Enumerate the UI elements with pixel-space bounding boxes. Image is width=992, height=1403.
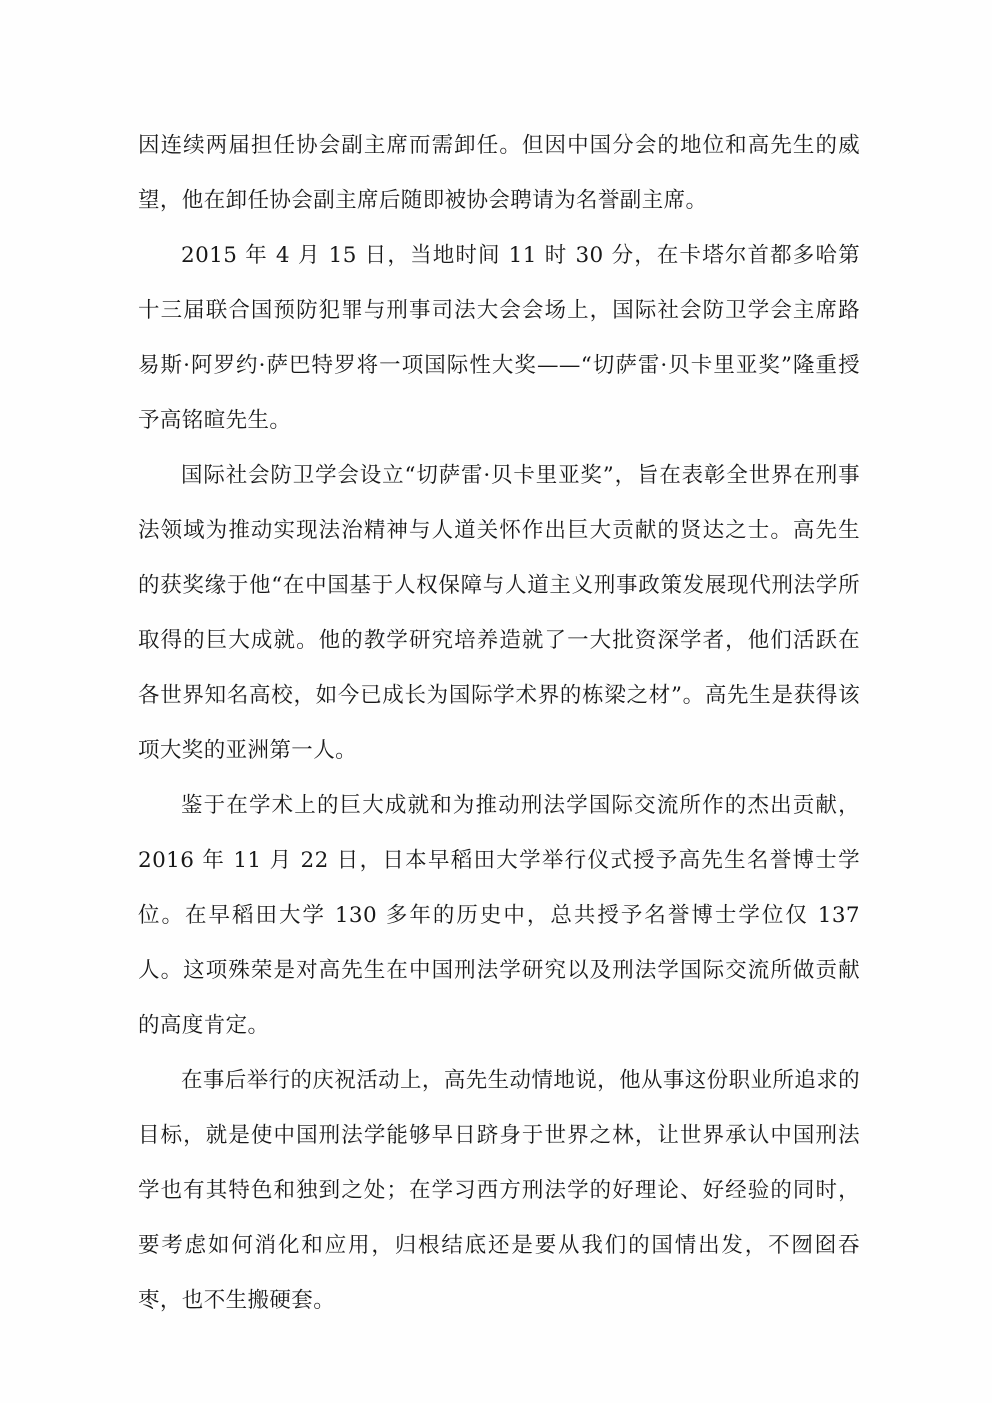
paragraph-2: 2015 年 4 月 15 日，当地时间 11 时 30 分，在卡塔尔首都多哈第十三届联合国预防犯罪与刑事司法大会会场上，国际社会防卫学会主席路易斯·阿罗约·萨巴特罗将一项国际性大奖——“切萨雷·贝卡里亚奖”隆重授予高铭暄先生。	[138, 243, 860, 433]
paragraph-5: 在事后举行的庆祝活动上，高先生动情地说，他从事这份职业所追求的目标，就是使中国刑法学能够早日跻身于世界之林，让世界承认中国刑法学也有其特色和独到之处；在学习西方刑法学的好理论、好经验的同时，要考虑如何消化和应用，归根结底还是要从我们的国情出发，不囫囵吞枣，也不生搬硬套。	[138, 1068, 860, 1313]
paragraph-3: 国际社会防卫学会设立“切萨雷·贝卡里亚奖”，旨在表彰全世界在刑事法领域为推动实现法治精神与人道关怀作出巨大贡献的贤达之士。高先生的获奖缘于他“在中国基于人权保障与人道主义刑事政策发展现代刑法学所取得的巨大成就。他的教学研究培养造就了一大批资深学者，他们活跃在各世界知名高校，如今已成长为国际学术界的栋梁之材”。高先生是获得该项大奖的亚洲第一人。	[138, 463, 860, 763]
paragraph-4: 鉴于在学术上的巨大成就和为推动刑法学国际交流所作的杰出贡献，2016 年 11 月 22 日，日本早稻田大学举行仪式授予高先生名誉博士学位。在早稻田大学 130 多年的历史中，总共授予名誉博士学位仅 137 人。这项殊荣是对高先生在中国刑法学研究以及刑法学国际交流所做贡献的高度肯定。	[138, 793, 860, 1038]
document-body	[138, 118, 860, 1328]
paragraph-1: 因连续两届担任协会副主席而需卸任。但因中国分会的地位和高先生的威望，他在卸任协会副主席后随即被协会聘请为名誉副主席。	[138, 133, 860, 213]
